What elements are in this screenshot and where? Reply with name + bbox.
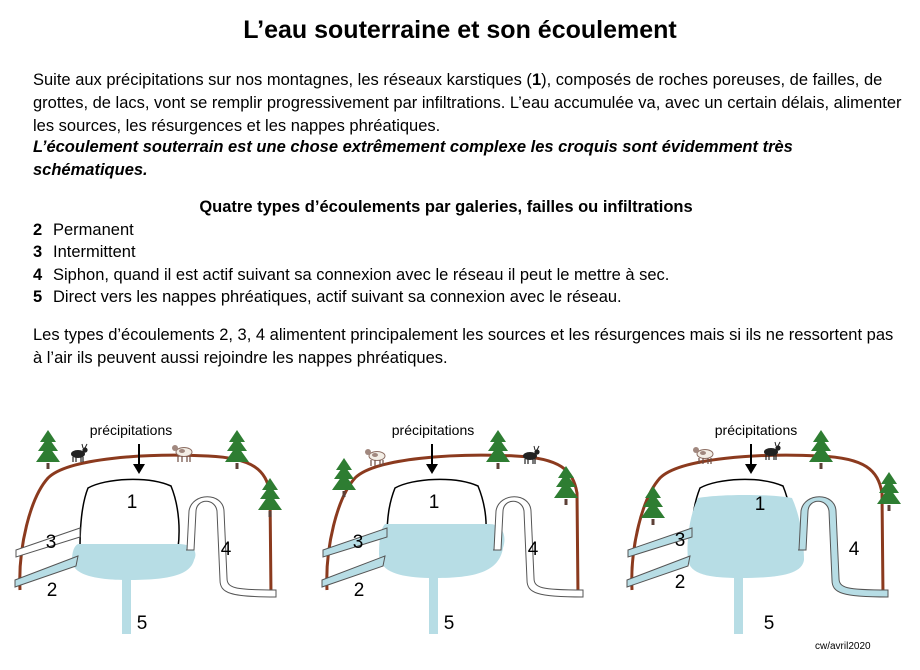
pine-tree-icon <box>36 430 60 469</box>
label-direct: 5 <box>763 613 775 634</box>
type-item <box>33 241 669 263</box>
pine-tree-icon <box>809 430 833 469</box>
label-network: 1 <box>428 492 440 513</box>
pine-tree-icon <box>332 458 356 497</box>
pine-tree-icon <box>641 486 665 525</box>
label-permanent: 2 <box>674 572 686 593</box>
karst-diagram-2 <box>315 408 615 638</box>
label-permanent: 2 <box>46 580 58 601</box>
outflow-5-direct <box>122 576 131 634</box>
label-direct: 5 <box>443 613 455 634</box>
precipitation-label: précipitations <box>714 422 798 438</box>
outflow-5-direct <box>429 576 438 634</box>
precipitation-label: précipitations <box>391 422 475 438</box>
karst-network <box>80 479 179 548</box>
karst-diagram-3 <box>620 408 920 638</box>
underground-lake <box>687 495 804 578</box>
complexity-note: L’écoulement souterrain est une chose extrêmement complexe les croquis sont évidemment très schématiques. <box>33 138 793 179</box>
cow-icon <box>172 445 192 462</box>
type-item <box>33 219 669 241</box>
rain-arrow-head <box>133 464 145 474</box>
page-title: L’eau souterraine et son écoulement <box>243 16 677 44</box>
type-text: Siphon, quand il est actif suivant sa connexion avec le réseau il peut le mettre à sec. <box>53 265 670 284</box>
conclusion-paragraph: Les types d’écoulements 2, 3, 4 alimentent principalement les sources et les résurgences mais si ils ne ressortent pas à l’air ils peuvent aussi rejoindre les nappes phréatiques. <box>33 326 894 367</box>
label-intermittent: 3 <box>352 532 364 553</box>
rain-arrow-head <box>426 464 438 474</box>
type-number: 5 <box>33 288 43 307</box>
label-intermittent: 3 <box>45 532 57 553</box>
types-heading: Quatre types d’écoulements par galeries, failles ou infiltrations <box>199 198 693 216</box>
goat-icon <box>764 442 781 460</box>
type-number: 3 <box>33 243 43 262</box>
label-permanent: 2 <box>353 580 365 601</box>
label-siphon: 4 <box>848 539 860 560</box>
type-number: 4 <box>33 265 43 284</box>
pine-tree-icon <box>554 466 578 505</box>
pine-tree-icon <box>258 478 282 517</box>
rain-arrow-head <box>745 464 757 474</box>
author-credit: cw/avril2020 <box>815 641 871 652</box>
intro-network-number: 1 <box>531 71 542 89</box>
outflow-5-direct <box>734 576 743 634</box>
underground-lake <box>379 524 504 578</box>
label-siphon: 4 <box>220 539 232 560</box>
type-item <box>33 264 669 286</box>
type-text: Intermittent <box>53 243 136 262</box>
type-number: 2 <box>33 221 43 239</box>
goat-icon <box>71 444 88 462</box>
intro-text-start: Suite aux précipitations sur nos montagnes, les réseaux karstiques ( <box>33 71 532 89</box>
label-direct: 5 <box>136 613 148 634</box>
types-list <box>33 219 669 309</box>
label-network: 1 <box>126 492 138 513</box>
intro-paragraph <box>33 69 903 138</box>
cow-icon <box>365 449 385 466</box>
type-text: Permanent <box>53 221 134 239</box>
goat-icon <box>523 446 540 464</box>
type-item <box>33 286 669 308</box>
outflow-4-siphon <box>798 497 888 597</box>
karst-diagram-1 <box>8 408 308 638</box>
pine-tree-icon <box>877 472 901 511</box>
underground-lake <box>72 544 195 580</box>
intro-text-end: ), composés de roches poreuses, de failles, de grottes, de lacs, vont se remplir progressivement par infiltrations. L’eau accumulée va, avec un certain délais, alimenter les sources, les résurgences et les nappes phréatiques. <box>33 71 902 135</box>
precipitation-label: précipitations <box>89 422 173 438</box>
label-intermittent: 3 <box>674 530 686 551</box>
type-text: Direct vers les nappes phréatiques, actif suivant sa connexion avec le réseau. <box>53 288 622 307</box>
pine-tree-icon <box>486 430 510 469</box>
label-siphon: 4 <box>527 539 539 560</box>
label-network: 1 <box>754 494 766 515</box>
